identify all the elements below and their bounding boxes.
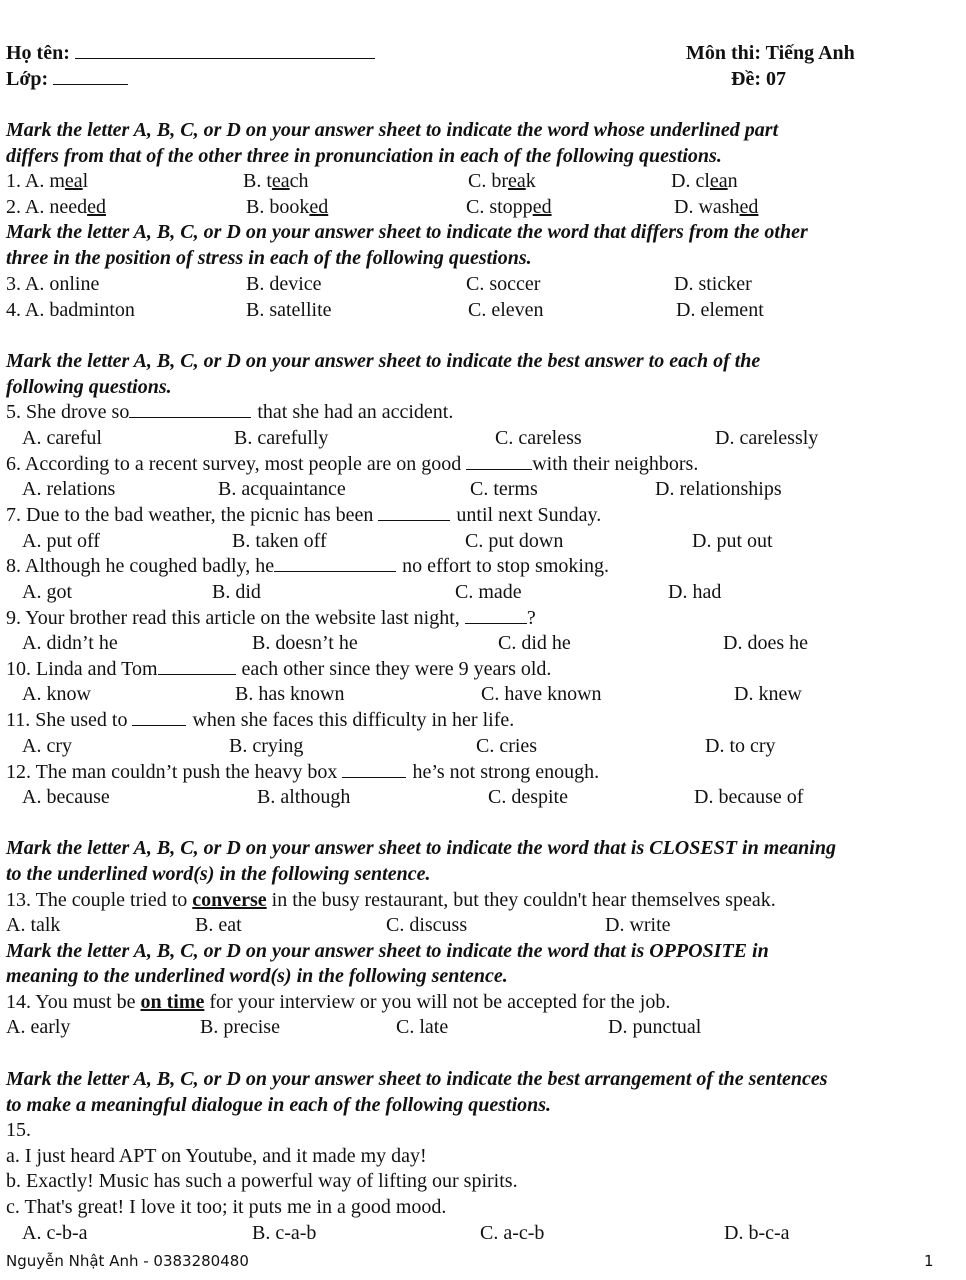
q6-option-c: C. terms xyxy=(470,478,538,500)
q3-option-a: 3. A. online xyxy=(6,273,100,295)
exam-code: Đề: 07 xyxy=(731,68,786,90)
section-instruction: Mark the letter A, B, C, or D on your answer sheet to indicate the best answer to each of the xyxy=(6,350,761,372)
q10-option-b: B. has known xyxy=(235,683,345,705)
q13-option-c: C. discuss xyxy=(386,914,468,936)
page-number: 1 xyxy=(924,1252,934,1270)
section-instruction: to make a meaningful dialogue in each of the following questions. xyxy=(6,1094,552,1116)
q15-option-c: C. a-c-b xyxy=(480,1222,545,1244)
q5-option-a: A. careful xyxy=(22,427,102,449)
q9-option-d: D. does he xyxy=(723,632,808,654)
q14-option-c: C. late xyxy=(396,1016,449,1038)
q4-option-b: B. satellite xyxy=(246,299,332,321)
q1-option-a: 1. A. meal xyxy=(6,170,89,192)
q10-option-d: D. knew xyxy=(734,683,802,705)
section-instruction: Mark the letter A, B, C, or D on your answer sheet to indicate the word that differs from the other xyxy=(6,221,808,243)
q4-option-c: C. eleven xyxy=(468,299,544,321)
q5-option-c: C. careless xyxy=(495,427,582,449)
q15-line-c: c. That's great! I love it too; it puts me in a good mood. xyxy=(6,1196,447,1218)
q9-option-a: A. didn’t he xyxy=(22,632,118,654)
q4-option-a: 4. A. badminton xyxy=(6,299,135,321)
q13-option-b: B. eat xyxy=(195,914,242,936)
section-instruction: Mark the letter A, B, C, or D on your answer sheet to indicate the word that is CLOSEST in meaning xyxy=(6,837,836,859)
q9-option-b: B. doesn’t he xyxy=(252,632,358,654)
q14-option-a: A. early xyxy=(6,1016,71,1038)
q15-option-d: D. b-c-a xyxy=(724,1222,790,1244)
q6-option-d: D. relationships xyxy=(655,478,782,500)
q9-stem: 9. Your brother read this article on the website last night, ? xyxy=(6,607,536,629)
q14-stem: 14. You must be on time for your interview or you will not be accepted for the job. xyxy=(6,991,671,1013)
q13-option-d: D. write xyxy=(605,914,671,936)
q12-stem: 12. The man couldn’t push the heavy box he’s not strong enough. xyxy=(6,761,600,783)
q7-option-b: B. taken off xyxy=(232,530,327,552)
q2-option-b: B. booked xyxy=(246,196,329,218)
q15-option-a: A. c-b-a xyxy=(22,1222,88,1244)
section-instruction: Mark the letter A, B, C, or D on your answer sheet to indicate the word whose underlined part xyxy=(6,119,779,141)
q4-option-d: D. element xyxy=(676,299,764,321)
q15-line-b: b. Exactly! Music has such a powerful way of lifting our spirits. xyxy=(6,1170,518,1192)
class-label: Lớp: xyxy=(6,68,49,90)
q1-option-b: B. teach xyxy=(243,170,309,192)
q8-option-b: B. did xyxy=(212,581,261,603)
q6-option-a: A. relations xyxy=(22,478,116,500)
section-instruction: meaning to the underlined word(s) in the following sentence. xyxy=(6,965,508,987)
q10-option-a: A. know xyxy=(22,683,91,705)
q7-stem: 7. Due to the bad weather, the picnic has been until next Sunday. xyxy=(6,504,602,526)
q10-option-c: C. have known xyxy=(481,683,602,705)
q11-option-c: C. cries xyxy=(476,735,538,757)
q9-option-c: C. did he xyxy=(498,632,571,654)
section-instruction: Mark the letter A, B, C, or D on your answer sheet to indicate the best arrangement of the sentences xyxy=(6,1068,828,1090)
section-instruction: three in the position of stress in each of the following questions. xyxy=(6,247,532,269)
q15-number: 15. xyxy=(6,1119,31,1141)
name-label: Họ tên: xyxy=(6,42,70,64)
q2-option-d: D. washed xyxy=(674,196,759,218)
q7-option-a: A. put off xyxy=(22,530,100,552)
q3-option-c: C. soccer xyxy=(466,273,541,295)
class-label-line xyxy=(6,66,128,92)
q2-option-a: 2. A. needed xyxy=(6,196,106,218)
q11-option-b: B. crying xyxy=(229,735,304,757)
q12-option-a: A. because xyxy=(22,786,110,808)
q7-option-c: C. put down xyxy=(465,530,564,552)
q15-line-a: a. I just heard APT on Youtube, and it made my day! xyxy=(6,1145,427,1167)
q3-option-b: B. device xyxy=(246,273,322,295)
q6-option-b: B. acquaintance xyxy=(218,478,346,500)
q6-stem: 6. According to a recent survey, most people are on good with their neighbors. xyxy=(6,453,699,475)
q14-option-b: B. precise xyxy=(200,1016,280,1038)
q8-option-d: D. had xyxy=(668,581,722,603)
subject-label: Môn thi: Tiếng Anh xyxy=(686,42,855,64)
q2-option-c: C. stopped xyxy=(466,196,552,218)
section-instruction: to the underlined word(s) in the following sentence. xyxy=(6,863,431,885)
q7-option-d: D. put out xyxy=(692,530,773,552)
q8-option-c: C. made xyxy=(455,581,522,603)
q11-option-d: D. to cry xyxy=(705,735,776,757)
q1-option-c: C. break xyxy=(468,170,536,192)
footer-author: Nguyễn Nhật Anh - 0383280480 xyxy=(6,1252,249,1270)
q12-option-d: D. because of xyxy=(694,786,804,808)
q13-stem: 13. The couple tried to converse in the busy restaurant, but they couldn't hear themselves speak. xyxy=(6,889,776,911)
q5-option-b: B. carefully xyxy=(234,427,329,449)
q5-option-d: D. carelessly xyxy=(715,427,819,449)
q15-option-b: B. c-a-b xyxy=(252,1222,317,1244)
q10-stem: 10. Linda and Tom each other since they were 9 years old. xyxy=(6,658,552,680)
q8-stem: 8. Although he coughed badly, he no effort to stop smoking. xyxy=(6,555,609,577)
section-instruction: following questions. xyxy=(6,376,172,398)
class-blank xyxy=(53,66,128,85)
q11-option-a: A. cry xyxy=(22,735,72,757)
q14-option-d: D. punctual xyxy=(608,1016,702,1038)
q12-option-c: C. despite xyxy=(488,786,568,808)
q5-stem: 5. She drove so that she had an accident. xyxy=(6,401,454,423)
q12-option-b: B. although xyxy=(257,786,351,808)
section-instruction: Mark the letter A, B, C, or D on your answer sheet to indicate the word that is OPPOSITE in xyxy=(6,940,769,962)
section-instruction: differs from that of the other three in pronunciation in each of the following questions. xyxy=(6,145,722,167)
q13-option-a: A. talk xyxy=(6,914,61,936)
q3-option-d: D. sticker xyxy=(674,273,752,295)
q1-option-d: D. clean xyxy=(671,170,738,192)
q11-stem: 11. She used to when she faces this difficulty in her life. xyxy=(6,709,515,731)
name-label-line xyxy=(6,40,375,66)
name-blank xyxy=(75,40,375,59)
q8-option-a: A. got xyxy=(22,581,72,603)
